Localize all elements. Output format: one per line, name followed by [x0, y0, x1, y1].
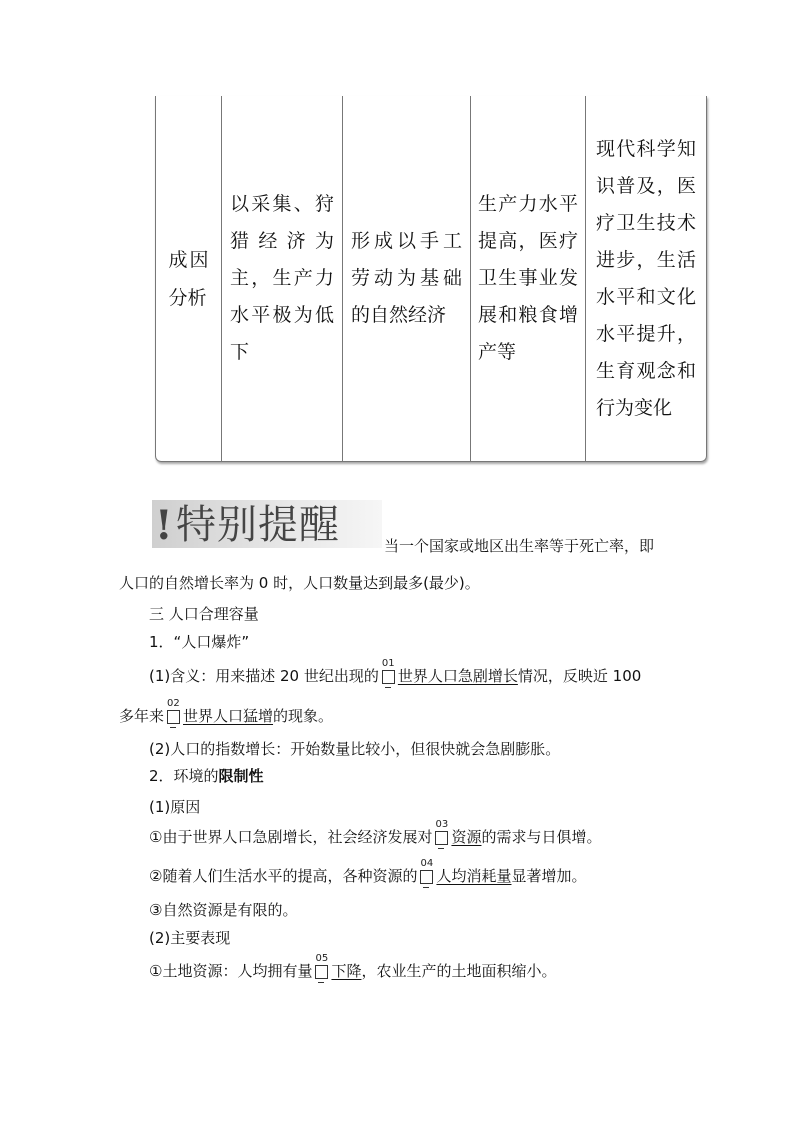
- item-2-title: [149, 766, 264, 786]
- text: 的需求与日俱增。: [481, 828, 602, 846]
- cell-text: 生产力水平提高，医疗卫生事业发展和粮食增产等: [478, 193, 578, 363]
- text: 2．环境的: [149, 767, 219, 785]
- blank-answer-03: 资源: [451, 828, 482, 846]
- cell-text: 形成以手工劳动为基础的自然经济: [351, 230, 462, 326]
- meaning-line-2: [119, 698, 334, 726]
- exclamation-icon: !: [155, 502, 173, 549]
- marker-number: 03: [435, 819, 449, 830]
- item-1-title: 1．“人口爆炸”: [149, 633, 250, 651]
- cause-line-3: ③自然资源是有限的。: [149, 901, 298, 919]
- text: 多年来: [119, 707, 165, 725]
- blank-marker-01: [381, 658, 397, 684]
- text: ，农业生产的土地面积缩小。: [361, 962, 557, 980]
- table-cell: [343, 96, 471, 461]
- marker-number: 05: [315, 953, 329, 964]
- marker-number: 02: [167, 698, 180, 709]
- text: 显著增加。: [511, 867, 587, 885]
- blank-answer-05: 下降: [331, 962, 362, 980]
- bold-text: 限制性: [218, 767, 264, 785]
- manifest-line-1: [149, 953, 557, 981]
- reminder-line-1: 当一个国家或地区出生率等于死亡率，即: [384, 537, 655, 555]
- cause-analysis-table: [155, 96, 707, 462]
- blank-marker-04: [419, 858, 435, 884]
- cause-title: (1)原因: [149, 798, 201, 816]
- section-heading: 三 人口合理容量: [149, 605, 259, 623]
- text: 的现象。: [273, 707, 334, 725]
- text: 情况，反映近 100: [517, 667, 642, 685]
- meaning-line: [149, 658, 642, 686]
- main-title: (2)主要表现: [149, 929, 231, 947]
- reminder-line-2: 人口的自然增长率为 0 时，人口数量达到最多(最少)。: [119, 574, 480, 592]
- exp-growth-line: (2)人口的指数增长：开始数量比较小，但很快就会急剧膨胀。: [149, 740, 561, 758]
- row-header-cell: [156, 96, 222, 461]
- cell-text: 现代科学知识普及，医疗卫生技术进步，生活水平和文化水平提升，生育观念和行为变化: [596, 137, 696, 419]
- cell-text: 以采集、狩猎经济为主，生产力水平极为低下: [230, 193, 334, 363]
- table-cell: [471, 96, 586, 461]
- table-cell: [222, 96, 343, 461]
- marker-number: 01: [381, 658, 395, 669]
- marker-number: 04: [420, 858, 434, 869]
- text: ①由于世界人口急剧增长，社会经济发展对: [149, 828, 433, 846]
- special-reminder-banner: [152, 500, 382, 548]
- cause-line-1: [149, 819, 602, 847]
- row-header-text: 成因分析: [168, 248, 209, 309]
- blank-answer-01: 世界人口急剧增长: [397, 667, 518, 685]
- table-cell: [586, 96, 706, 461]
- blank-marker-03: [434, 819, 450, 845]
- cause-line-2: [149, 858, 587, 886]
- text: ①土地资源：人均拥有量: [149, 962, 313, 980]
- blank-marker-05: [314, 953, 330, 979]
- banner-title: 特别提醒: [176, 502, 340, 548]
- blank-answer-02: 世界人口猛增: [183, 707, 274, 725]
- blank-marker-02: [166, 698, 182, 724]
- text: (1)含义：用来描述 20 世纪出现的: [149, 667, 379, 685]
- text: ②随着人们生活水平的提高，各种资源的: [149, 867, 418, 885]
- blank-answer-04: 人均消耗量: [436, 867, 512, 885]
